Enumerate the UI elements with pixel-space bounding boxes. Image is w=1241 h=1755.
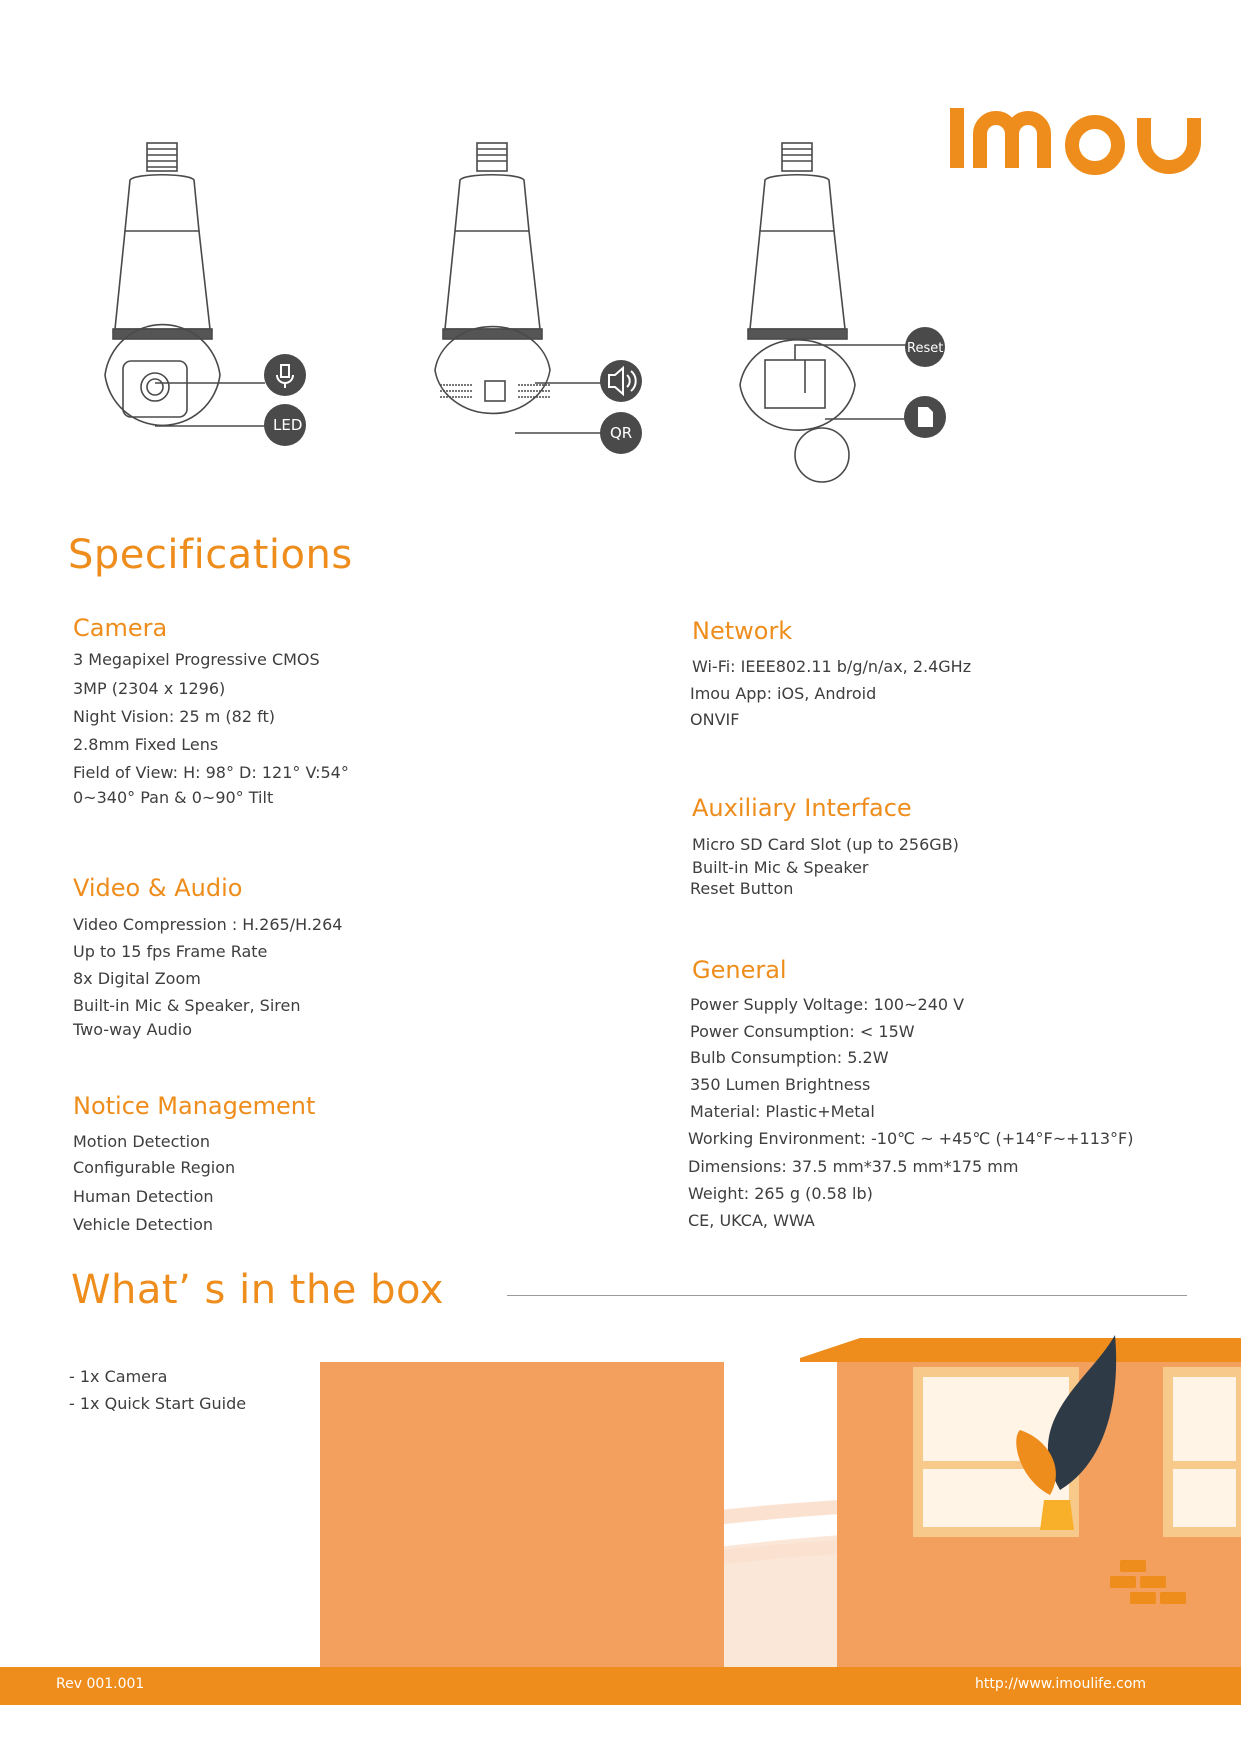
video-audio-item: Two-way Audio [73, 1020, 192, 1039]
auxiliary-title: Auxiliary Interface [692, 794, 912, 822]
product-diagrams [95, 135, 975, 505]
notice-item: Human Detection [73, 1187, 214, 1206]
notice-title: Notice Management [73, 1092, 316, 1120]
camera-item: 2.8mm Fixed Lens [73, 735, 219, 754]
general-item: Power Consumption: < 15W [690, 1022, 915, 1041]
general-item: Power Supply Voltage: 100~240 V [690, 995, 965, 1014]
box-item: - 1x Quick Start Guide [69, 1394, 247, 1413]
specifications-title: Specifications [68, 532, 353, 578]
notice-item: Configurable Region [73, 1158, 236, 1177]
camera-item: Night Vision: 25 m (82 ft) [73, 707, 275, 726]
general-title: General [692, 956, 787, 984]
general-item: Dimensions: 37.5 mm*37.5 mm*175 mm [688, 1157, 1019, 1176]
back-view-diagram [435, 143, 550, 413]
general-item: CE, UKCA, WWA [688, 1211, 815, 1230]
qr-label: QR [610, 424, 633, 442]
video-audio-title: Video & Audio [73, 874, 243, 902]
notice-item: Motion Detection [73, 1132, 211, 1151]
network-item: Wi-Fi: IEEE802.11 b/g/n/ax, 2.4GHz [692, 657, 972, 676]
website-link[interactable]: http://www.imoulife.com [975, 1676, 1147, 1692]
camera-item: 0~340° Pan & 0~90° Tilt [73, 788, 274, 807]
network-item: Imou App: iOS, Android [690, 684, 877, 703]
general-item: 350 Lumen Brightness [690, 1075, 871, 1094]
qr-callout [600, 412, 642, 454]
mic-callout [264, 354, 306, 396]
video-audio-item: 8x Digital Zoom [73, 969, 201, 988]
camera-item: 3 Megapixel Progressive CMOS [73, 650, 320, 669]
reset-callout [905, 327, 945, 367]
box-title: What’ s in the box [71, 1267, 444, 1313]
video-audio-item: Video Compression : H.265/H.264 [73, 915, 343, 934]
imou-logo [950, 100, 1220, 180]
network-title: Network [692, 617, 793, 645]
auxiliary-item: Reset Button [690, 879, 794, 898]
speaker-callout [600, 360, 642, 402]
house-illustration [320, 1320, 1241, 1670]
sd-card-callout [904, 396, 946, 438]
video-audio-item: Up to 15 fps Frame Rate [73, 942, 268, 961]
side-view-diagram [740, 143, 855, 482]
general-item: Working Environment: -10℃ ~ +45℃ (+14°F~+113°F) [688, 1129, 1134, 1148]
title-divider [507, 1295, 1187, 1296]
general-item: Material: Plastic+Metal [690, 1102, 875, 1121]
revision-label: Rev 001.001 [56, 1676, 145, 1692]
led-callout [264, 404, 306, 446]
camera-item: Field of View: H: 98° D: 121° V:54° [73, 763, 349, 782]
general-item: Weight: 265 g (0.58 lb) [688, 1184, 873, 1203]
camera-title: Camera [73, 614, 168, 642]
video-audio-item: Built-in Mic & Speaker, Siren [73, 996, 301, 1015]
notice-item: Vehicle Detection [73, 1215, 214, 1234]
house-roof [800, 1338, 1241, 1362]
network-item: ONVIF [690, 710, 740, 729]
auxiliary-item: Micro SD Card Slot (up to 256GB) [692, 835, 959, 854]
general-item: Bulb Consumption: 5.2W [690, 1048, 889, 1067]
auxiliary-item: Built-in Mic & Speaker [692, 858, 869, 877]
camera-item: 3MP (2304 x 1296) [73, 679, 226, 698]
box-item: - 1x Camera [69, 1367, 168, 1386]
led-label: LED [273, 416, 303, 434]
reset-label: Reset [907, 341, 944, 356]
footer-bar [0, 1667, 1241, 1705]
